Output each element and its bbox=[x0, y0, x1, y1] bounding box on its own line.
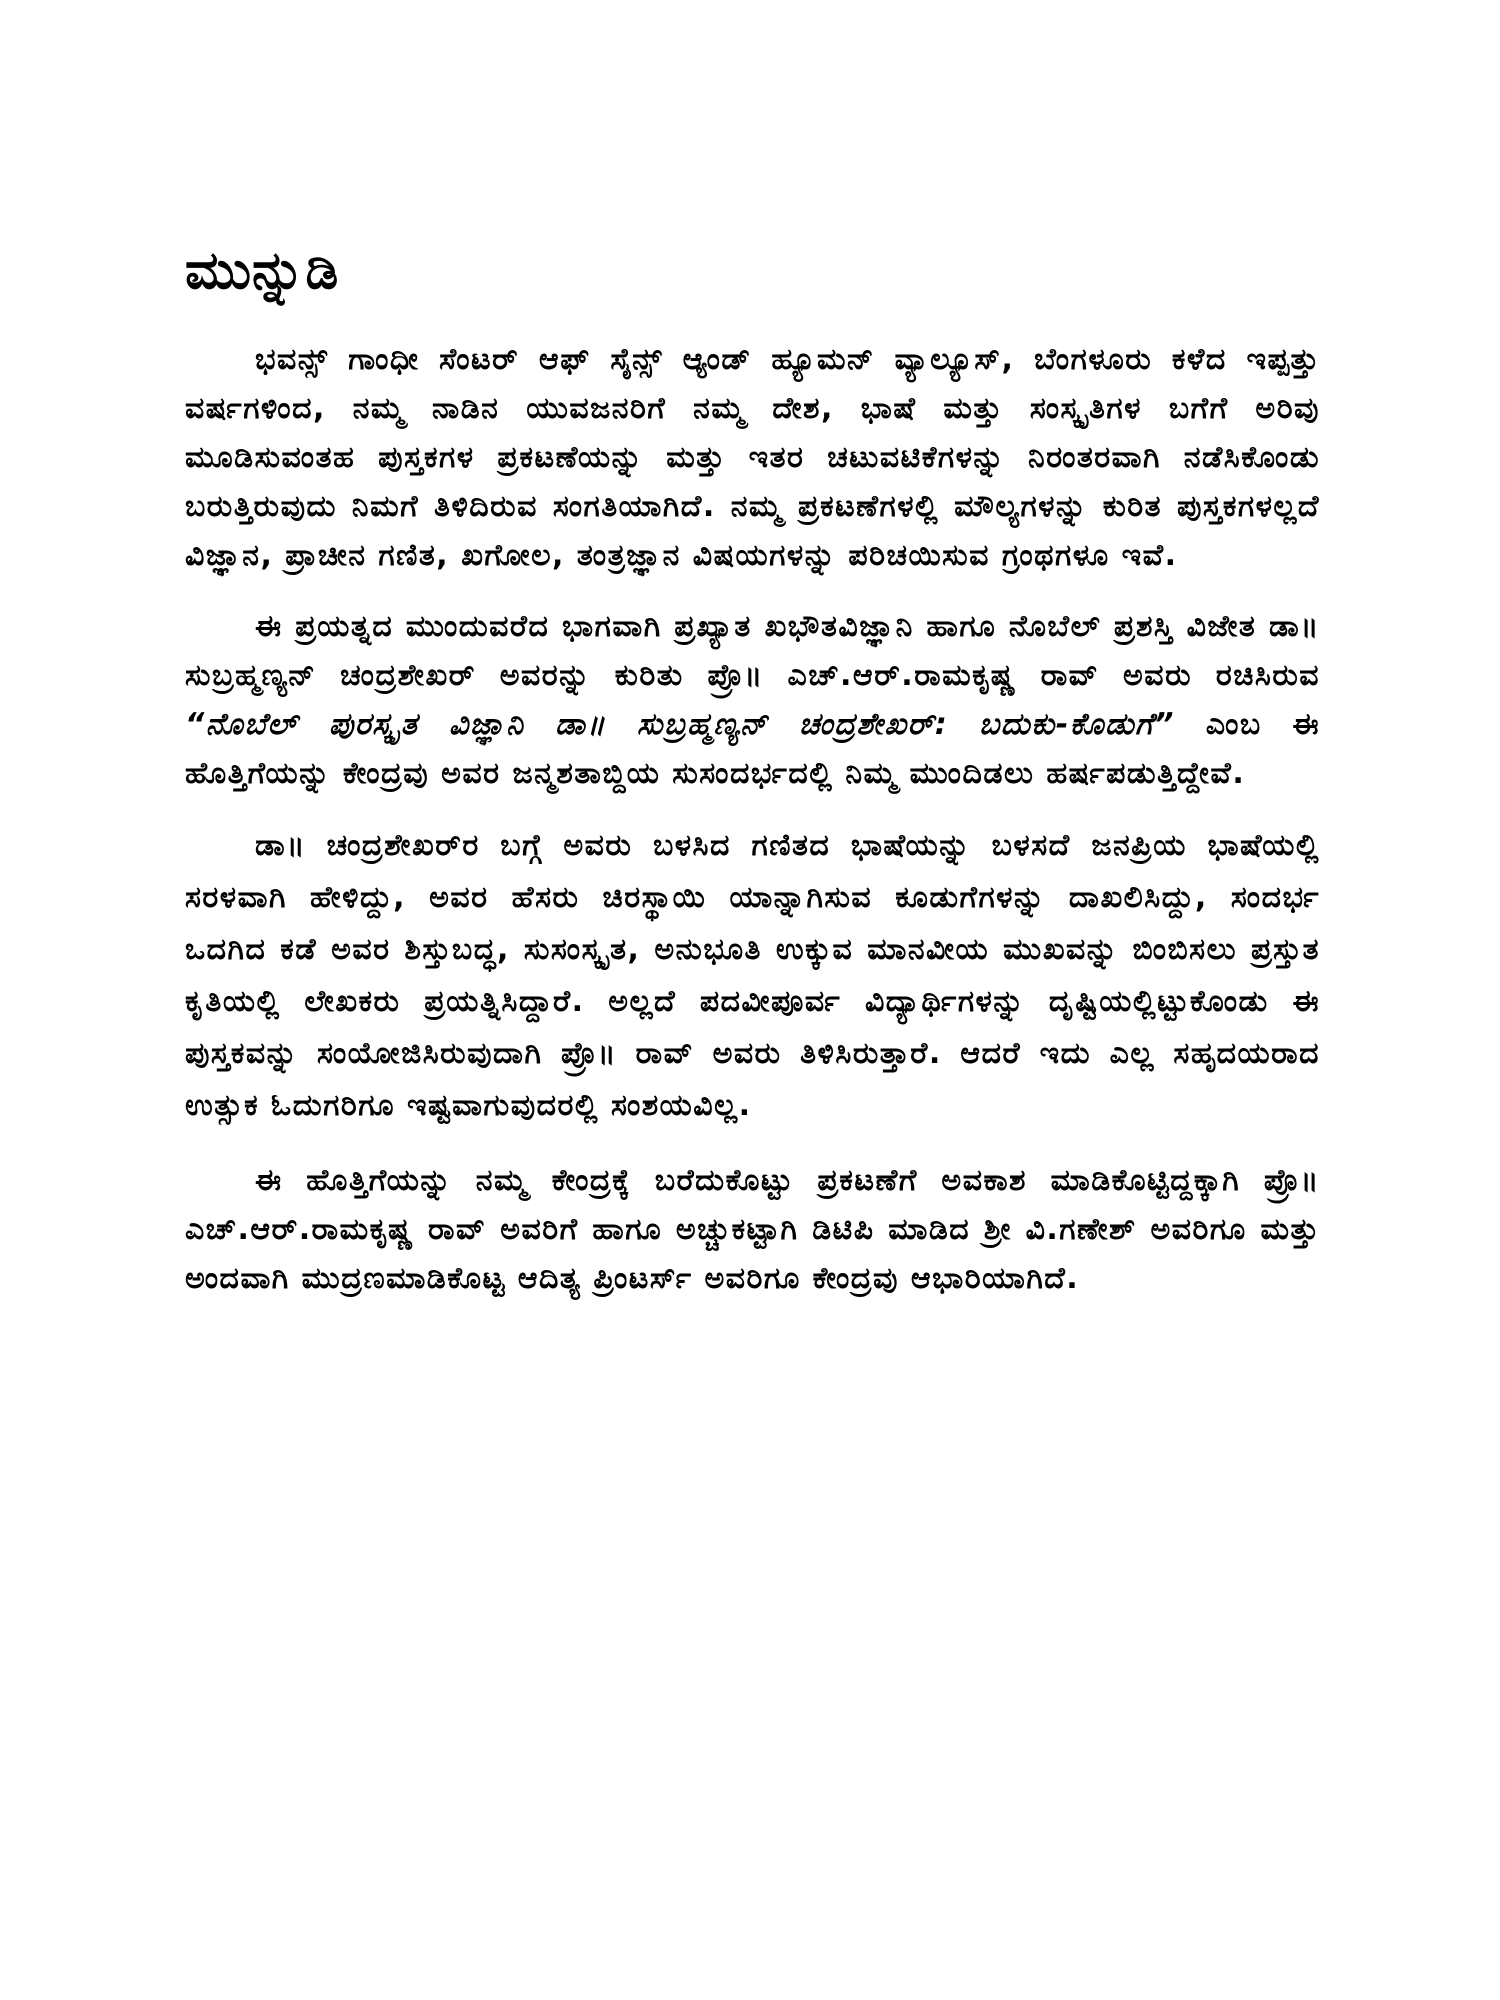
paragraph-2 bbox=[185, 602, 1320, 798]
paragraph-4: ಈ ಹೊತ್ತಿಗೆಯನ್ನು ನಮ್ಮ ಕೇಂದ್ರಕ್ಕೆ ಬರೆದುಕೊಟ್ಟು ಪ್ರಕಟಣೆಗೆ ಅವಕಾಶ ಮಾಡಿಕೊಟ್ಟಿದ್ದಕ್ಕಾಗಿ ಪ್ರೊ॥ ಎಚ್.ಆರ್.ರಾಮಕೃಷ್ಣ ರಾವ್ ಅವರಿಗೆ ಹಾಗೂ ಅಚ್ಚುಕಟ್ಟಾಗಿ ಡಿಟಿಪಿ ಮಾಡಿದ ಶ್ರೀ ವಿ.ಗಣೇಶ್ ಅವರಿಗೂ ಮತ್ತು ಅಂದವಾಗಿ ಮುದ್ರಣಮಾಡಿಕೊಟ್ಟ ಆದಿತ್ಯ ಪ್ರಿಂಟರ್ಸ್ ಅವರಿಗೂ ಕೇಂದ್ರವು ಆಭಾರಿಯಾಗಿದೆ. bbox=[185, 1163, 1320, 1296]
page-title: ಮುನ್ನುಡಿ bbox=[185, 241, 340, 301]
paragraph-2-outro: ಎಂಬ ಈ ಹೊತ್ತಿಗೆಯನ್ನು ಕೇಂದ್ರವು ಅವರ ಜನ್ಮಶತಾಬ್ದಿಯ ಸುಸಂದರ್ಭದಲ್ಲಿ ನಿಮ್ಮ ಮುಂದಿಡಲು ಹರ್ಷಪಡುತ್ತಿದ್ದೇವೆ. bbox=[185, 707, 1320, 791]
paragraph-2-intro: ಈ ಪ್ರಯತ್ನದ ಮುಂದುವರೆದ ಭಾಗವಾಗಿ ಪ್ರಖ್ಯಾತ ಖಭೌತವಿಜ್ಞಾನಿ ಹಾಗೂ ನೊಬೆಲ್ ಪ್ರಶಸ್ತಿ ವಿಜೇತ ಡಾ॥ ಸುಬ್ರಹ್ಮಣ್ಯನ್ ಚಂದ್ರಶೇಖರ್ ಅವರನ್ನು ಕುರಿತು ಪ್ರೊ॥ ಎಚ್.ಆರ್.ರಾಮಕೃಷ್ಣ ರಾವ್ ಅವರು ರಚಿಸಿರುವ bbox=[185, 609, 1320, 693]
book-title: “ನೊಬೆಲ್ ಪುರಸ್ಕೃತ ವಿಜ್ಞಾನಿ ಡಾ॥ ಸುಬ್ರಹ್ಮಣ್ಯನ್ ಚಂದ್ರಶೇಖರ್: ಬದುಕು-ಕೊಡುಗೆ” bbox=[185, 707, 1176, 742]
paragraph-1: ಭವನ್ಸ್ ಗಾಂಧೀ ಸೆಂಟರ್ ಆಫ್ ಸೈನ್ಸ್ ಆ್ಯಂಡ್ ಹ್ಯೂಮನ್ ವ್ಯಾಲ್ಯೂಸ್, ಬೆಂಗಳೂರು ಕಳೆದ ಇಪ್ಪತ್ತು ವರ್ಷಗಳಿಂದ, ನಮ್ಮ ನಾಡಿನ ಯುವಜನರಿಗೆ ನಮ್ಮ ದೇಶ, ಭಾಷೆ ಮತ್ತು ಸಂಸ್ಕೃತಿಗಳ ಬಗೆಗೆ ಅರಿವು ಮೂಡಿಸುವಂತಹ ಪುಸ್ತಕಗಳ ಪ್ರಕಟಣೆಯನ್ನು ಮತ್ತು ಇತರ ಚಟುವಟಿಕೆಗಳನ್ನು ನಿರಂತರವಾಗಿ ನಡೆಸಿಕೊಂಡು ಬರುತ್ತಿರುವುದು ನಿಮಗೆ ತಿಳಿದಿರುವ ಸಂಗತಿಯಾಗಿದೆ. ನಮ್ಮ ಪ್ರಕಟಣೆಗಳಲ್ಲಿ ಮೌಲ್ಯಗಳನ್ನು ಕುರಿತ ಪುಸ್ತಕಗಳಲ್ಲದೆ ವಿಜ್ಞಾನ, ಪ್ರಾಚೀನ ಗಣಿತ, ಖಗೋಲ, ತಂತ್ರಜ್ಞಾನ ವಿಷಯಗಳನ್ನು ಪರಿಚಯಿಸುವ ಗ್ರಂಥಗಳೂ ಇವೆ. bbox=[185, 342, 1320, 573]
body-text bbox=[185, 335, 1320, 1303]
paragraph-3: ಡಾ॥ ಚಂದ್ರಶೇಖರ್‌ರ ಬಗ್ಗೆ ಅವರು ಬಳಸಿದ ಗಣಿತದ ಭಾಷೆಯನ್ನು ಬಳಸದೆ ಜನಪ್ರಿಯ ಭಾಷೆಯಲ್ಲಿ ಸರಳವಾಗಿ ಹೇಳಿದ್ದು, ಅವರ ಹೆಸರು ಚಿರಸ್ಥಾಯಿ ಯಾನ್ನಾಗಿಸುವ ಕೂಡುಗೆಗಳನ್ನು ದಾಖಲಿಸಿದ್ದು, ಸಂದರ್ಭ ಒದಗಿದ ಕಡೆ ಅವರ ಶಿಸ್ತುಬದ್ಧ, ಸುಸಂಸ್ಕೃತ, ಅನುಭೂತಿ ಉಕ್ಕುವ ಮಾನವೀಯ ಮುಖವನ್ನು ಬಿಂಬಿಸಲು ಪ್ರಸ್ತುತ ಕೃತಿಯಲ್ಲಿ ಲೇಖಕರು ಪ್ರಯತ್ನಿಸಿದ್ದಾರೆ. ಅಲ್ಲದೆ ಪದವೀಪೂರ್ವ ವಿದ್ಯಾರ್ಥಿಗಳನ್ನು ದೃಷ್ಟಿಯಲ್ಲಿಟ್ಟುಕೊಂಡು ಈ ಪುಸ್ತಕವನ್ನು ಸಂಯೋಜಿಸಿರುವುದಾಗಿ ಪ್ರೊ॥ ರಾವ್ ಅವರು ತಿಳಿಸಿರುತ್ತಾರೆ. ಆದರೆ ಇದು ಎಲ್ಲ ಸಹೃದಯರಾದ ಉತ್ಸುಕ ಓದುಗರಿಗೂ ಇಷ್ಟವಾಗುವುದರಲ್ಲಿ ಸಂಶಯವಿಲ್ಲ. bbox=[185, 828, 1320, 1123]
